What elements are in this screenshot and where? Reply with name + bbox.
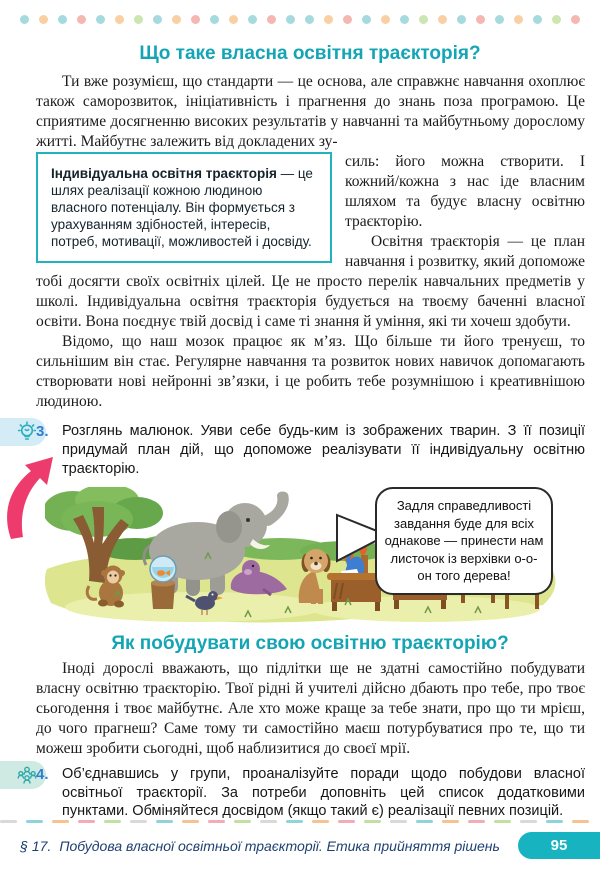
paragraph-intro-continued: силь: його можна створити. І кожний/кожна з нас іде власним шляхом та будує власну освітню траєкторію.	[345, 153, 585, 230]
section-heading-1: Що таке власна освітня траєкторія?	[139, 43, 481, 64]
page-number-badge: 95	[518, 832, 600, 859]
definition-term: Індивідуальна освітня траєкторія	[51, 166, 277, 181]
task-3	[36, 422, 585, 479]
speech-bubble: Задля справедливості завдання буде для всіх однакове — принести нам листочок із верхівки о-о-он того дерева!	[375, 487, 553, 595]
page-footer	[0, 820, 600, 878]
definition-box	[36, 152, 332, 263]
section-heading-2: Як побудувати свою освітню траєкторію?	[111, 633, 509, 654]
footer-dash-decoration	[0, 820, 600, 823]
section-2-body	[0, 659, 600, 759]
top-dots-decoration	[0, 0, 600, 25]
definition-text: — це шлях реалізації кожною людиною власного потенціалу. Він формується з урахуванням здібностей, інтересів, потреб, мотивації, можливостей і досвіду.	[51, 166, 313, 249]
chapter-title: Побудова власної освітньої траєкторії. Етика прийняття рішень	[59, 838, 500, 854]
footer-chapter-title	[0, 838, 600, 854]
paragraph-adults: Іноді дорослі вважають, що підлітки ще не здатні самостійно побудувати власну освітню траєкторію. Твої рідні й учителі дійсно дбають про тебе, про твоє сьогодення і твоє майбутнє. Але хто може краще за тебе знати, про що ти мрієш, до чого прагнеш? Саме тому ти самостійно маєш потурбуватися про те, що ти можеш зробити сьогодні, щоб наблизитися до своєї мрії.	[36, 660, 585, 757]
paragraph-trajectory: Освітня траєкторія — це план навчання і розвитку, який допоможе тобі досягти своїх освітніх цілей. Це не просто перелік навчальних предметів у школі. Індивідуальна освітня траєкторія будується на твоєму баченні власної освіти. Вона поєднує твій досвід і саме ті знання й уміння, які ти хочеш здобути.	[36, 233, 585, 330]
chapter-number: § 17.	[20, 838, 52, 854]
task-text: Об’єднавшись у групи, проаналізуйте поради щодо побудови власної освітньої траєкторії. За потреби доповніть цей список додатковими пунктами. Обміняйтеся досвідом (якщо такий є) реалізації певних позицій.	[62, 766, 585, 819]
task-number: 4.	[36, 766, 49, 783]
task-text: Розглянь малюнок. Уяви себе будь-ким із зображених тварин. З її позиції придумай план дій, що допоможе реалізувати її індивідуальну освітню траєкторію.	[62, 423, 585, 477]
paragraph-intro: Ти вже розумієш, що стандарти — це основа, але справжнє навчання охоплює також саморозвиток, ініціативність і прагнення до знань поза програмою. Це сприятиме досягненню високих результатів у навчанні та майбутньому дорослому житті. Майбутнє залежить від докладених зу-	[36, 73, 585, 150]
section-1-body	[0, 72, 600, 412]
task-4	[36, 765, 585, 821]
paragraph-brain: Відомо, що наш мозок працює як м’яз. Що більше ти його тренуєш, то сильнішим він стає. Регулярне навчання та розвиток нових навичок допомагають створювати нові нейронні зв’язки, і це робить тебе розумнішою і креативнішою людиною.	[36, 333, 585, 410]
task-number: 3.	[36, 423, 49, 440]
illustration-animals-exam	[45, 487, 565, 627]
